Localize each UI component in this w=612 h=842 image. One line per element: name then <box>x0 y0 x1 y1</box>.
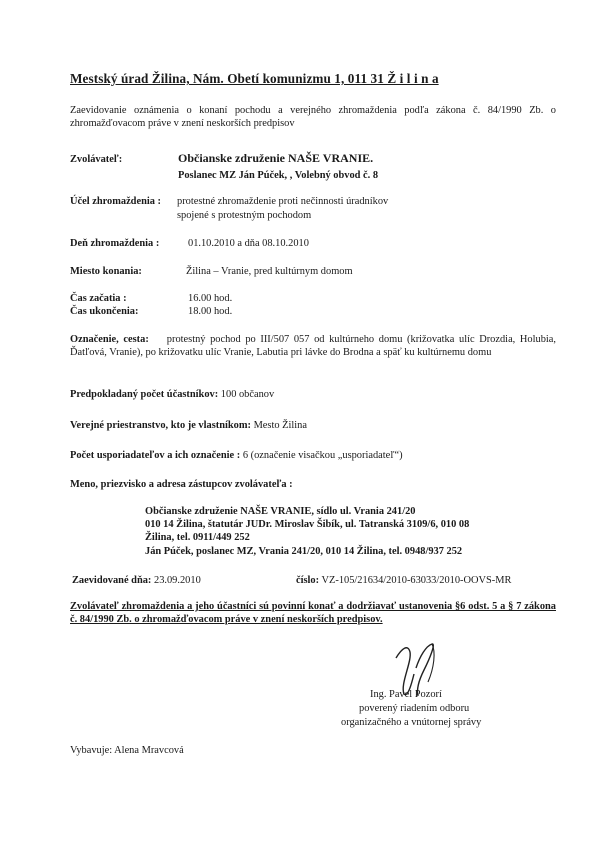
page-title: Mestský úrad Žilina, Nám. Obetí komunizmu 1, 011 31 Ž i l i n a <box>70 71 439 86</box>
signatory-name: Ing. Pavel Pozorí <box>370 689 442 700</box>
participants-label: Predpokladaný počet účastníkov: <box>70 389 219 400</box>
start-value: 16.00 hod. <box>188 293 233 304</box>
date-label: Deň zhromaždenia : <box>70 238 160 249</box>
purpose-line-1: protestné zhromaždenie proti nečinnosti úradníkov <box>177 196 389 207</box>
handled-by <box>70 744 184 757</box>
space-row <box>70 419 307 432</box>
representatives-label: Meno, priezvisko a adresa zástupcov zvolávateľa : <box>70 479 293 490</box>
date-value: 01.10.2010 a dňa 08.10.2010 <box>188 238 309 249</box>
participants-value: 100 občanov <box>220 389 275 400</box>
registration-number-label: číslo: <box>296 575 320 586</box>
route-block <box>70 333 556 359</box>
purpose-line-2: spojené s protestným pochodom <box>177 210 312 221</box>
registration-date <box>72 574 201 587</box>
space-value: Mesto Žilina <box>253 420 307 431</box>
organizers-value: 6 (označenie visačkou „usporiadateľ“) <box>242 450 403 461</box>
route-label: Označenie, cesta: <box>70 334 149 345</box>
intro-text: Zaevidovanie oznámenia o konaní pochodu a verejného zhromaždenia podľa zákona č. 84/1990 Zb. o zhromažďovacom práve v znení neskorších predpisov <box>70 105 556 129</box>
convener-name: Občianske združenie NAŠE VRANIE. <box>178 151 374 165</box>
purpose-label: Účel zhromaždenia : <box>70 196 161 207</box>
end-label: Čas ukončenia: <box>70 306 139 317</box>
organizers-label: Počet usporiadateľov a ich označenie : <box>70 450 241 461</box>
convener-label: Zvolávateľ: <box>70 154 123 165</box>
end-value: 18.00 hod. <box>188 306 233 317</box>
representative-line: Ján Púček, poslanec MZ, Vrania 241/20, 010 14 Žilina, tel. 0948/937 252 <box>145 546 463 557</box>
registration-date-value: 23.09.2010 <box>154 575 201 586</box>
handled-by-value: Alena Mravcová <box>114 745 184 756</box>
start-label: Čas začatia : <box>70 293 127 304</box>
handled-by-label: Vybavuje: <box>70 745 113 756</box>
legal-notice: Zvolávateľ zhromaždenia a jeho účastníci sú povinní konať a dodržiavať ustanovenia §6 odst. 5 a § 7 zákona č. 84/1990 Zb. o zhromažďovacom práve v znení neskorších predpisov. <box>70 601 556 625</box>
signatory-role-2: organizačného a vnútornej správy <box>341 717 482 728</box>
registration-number <box>296 574 511 587</box>
registration-number-value: VZ-105/21634/2010-63033/2010-OOVS-MR <box>321 575 512 586</box>
representative-line: 010 14 Žilina, štatutár JUDr. Miroslav Šibík, ul. Tatranská 3109/6, 010 08 <box>145 519 470 530</box>
registration-date-label: Zaevidované dňa: <box>72 575 152 586</box>
place-value: Žilina – Vranie, pred kultúrnym domom <box>186 266 353 277</box>
representative-line: Občianske združenie NAŠE VRANIE, sídlo ul. Vrania 241/20 <box>145 506 416 517</box>
signatory-role-1: poverený riadením odboru <box>359 703 470 714</box>
space-label: Verejné priestranstvo, kto je vlastníkom: <box>70 420 251 431</box>
convener-detail: Poslanec MZ Ján Púček, , Volebný obvod č. 8 <box>178 170 379 181</box>
representative-line: Žilina, tel. 0911/449 252 <box>145 532 250 543</box>
place-label: Miesto konania: <box>70 266 142 277</box>
organizers-row <box>70 449 403 462</box>
route-text: protestný pochod po III/507 057 od kultúrneho domu (križovatka ulíc Drozdia, Holubia, Ďatľová, Vranie), po križovatku ulíc Vranie, Labutia pri lávke do Brodna a späť ku kultúrnemu domu <box>70 334 556 358</box>
participants-row <box>70 388 274 401</box>
